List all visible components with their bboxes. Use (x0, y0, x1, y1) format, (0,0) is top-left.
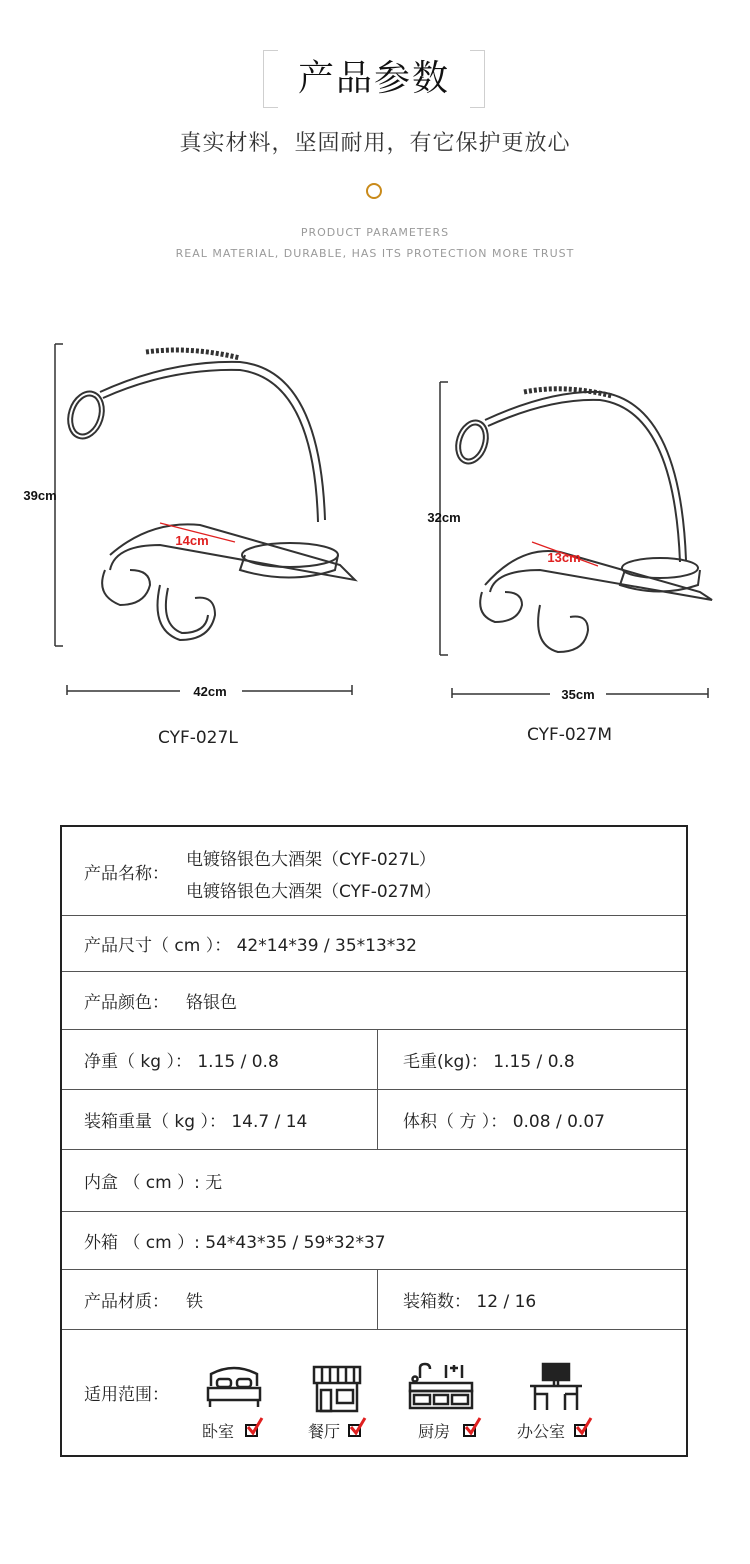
net-weight: 净重（ kg ）： 1.15 / 0.8 (84, 1052, 279, 1072)
row-usage (62, 1330, 686, 1455)
model-label-medium: CYF-027M (527, 725, 612, 745)
model-label-large: CYF-027L (158, 728, 238, 748)
gross-weight: 毛重(kg)： 1.15 / 0.8 (403, 1052, 575, 1072)
carton-qty: 装箱数： 12 / 16 (403, 1292, 537, 1312)
ring-icon (366, 183, 382, 199)
usage-item-bedroom (202, 1330, 272, 1455)
material-label: 产品材质： (84, 1292, 169, 1312)
dim-depth-large: 14cm (175, 533, 209, 548)
color-label: 产品颜色： (84, 993, 169, 1013)
usage-item-kitchen (408, 1330, 488, 1455)
name-label: 产品名称： (84, 863, 169, 884)
title-frame (263, 50, 485, 108)
row-inner-box (62, 1150, 686, 1212)
size-text: 产品尺寸（ cm ）： 42*14*39 / 35*13*32 (84, 936, 417, 956)
restaurant-icon (311, 1364, 363, 1414)
checkmark-icon (246, 1416, 264, 1436)
page-subtitle: 真实材料，坚固耐用，有它保护更放心 (179, 131, 571, 156)
dim-width-medium: 35cm (561, 687, 595, 702)
color-value: 铬银色 (186, 993, 237, 1013)
office-icon (527, 1362, 585, 1412)
page-title: 产品参数 (297, 58, 450, 99)
volume: 体积（ 方 ）： 0.08 / 0.07 (403, 1112, 605, 1132)
english-subtitle: REAL MATERIAL, DURABLE, HAS ITS PROTECTION MORE TRUST (175, 247, 575, 260)
usage-label-office: 办公室 (517, 1422, 566, 1441)
spec-table (60, 825, 688, 1457)
inner-box: 内盒 （ cm ）: 无 (84, 1173, 223, 1193)
material-value: 铁 (186, 1292, 203, 1312)
column-divider (377, 1270, 378, 1329)
row-weight (62, 1030, 686, 1090)
usage-label-kitchen: 厨房 (418, 1422, 451, 1441)
checkmark-icon (575, 1416, 593, 1436)
usage-item-office (517, 1330, 607, 1455)
dim-depth-medium: 13cm (547, 550, 581, 565)
dim-width-large: 42cm (193, 684, 227, 699)
column-divider (377, 1090, 378, 1149)
usage-label-restaurant: 餐厅 (308, 1422, 341, 1441)
row-product-name (62, 827, 686, 916)
wine-rack-large-illustration (55, 344, 355, 646)
usage-item-restaurant (308, 1330, 378, 1455)
row-size (62, 916, 686, 972)
column-divider (377, 1030, 378, 1089)
checkmark-icon (349, 1416, 367, 1436)
outer-box: 外箱 （ cm ）: 54*43*35 / 59*32*37 (84, 1233, 386, 1253)
row-outer-box (62, 1212, 686, 1270)
checkmark-icon (464, 1416, 482, 1436)
product-drawings (0, 330, 750, 750)
bed-icon (205, 1364, 263, 1410)
carton-weight: 装箱重量（ kg ）： 14.7 / 14 (84, 1112, 308, 1132)
dim-height-large: 39cm (23, 488, 57, 503)
wine-rack-medium-illustration (440, 382, 712, 655)
row-carton (62, 1090, 686, 1150)
usage-label-bedroom: 卧室 (202, 1422, 235, 1441)
english-title: PRODUCT PARAMETERS (300, 226, 450, 239)
usage-label: 适用范围： (84, 1385, 169, 1405)
name-value-medium: 电镀铬银色大酒架（CYF-027M） (186, 881, 441, 902)
row-color (62, 972, 686, 1030)
row-material (62, 1270, 686, 1330)
kitchen-icon (408, 1362, 474, 1412)
name-value-large: 电镀铬银色大酒架（CYF-027L） (186, 849, 436, 870)
dim-height-medium: 32cm (427, 510, 461, 525)
